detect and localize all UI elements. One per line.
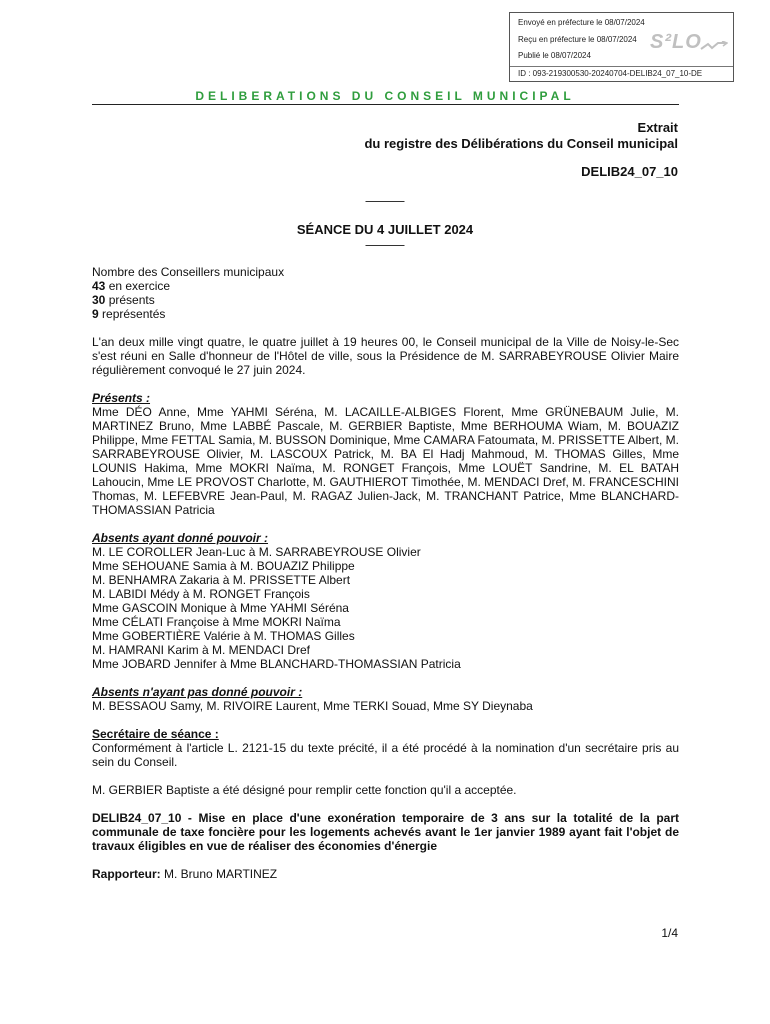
- secretary-section: [92, 727, 679, 769]
- header-rule: [92, 104, 679, 105]
- stamp-published-date: Publié le 08/07/2024: [518, 51, 591, 60]
- count-present-text: présents: [105, 293, 155, 307]
- proxy-item: Mme GASCOIN Monique à Mme YAHMI Séréna: [92, 601, 349, 615]
- proxy-item: M. LABIDI Médy à M. RONGET François: [92, 587, 310, 601]
- presents-section: [92, 391, 679, 517]
- secretary-text: Conformément à l'article L. 2121-15 du texte précité, il a été procédé à la nomination d'un secrétaire pris au sein du Conseil.: [92, 741, 679, 769]
- s2lo-arrow-icon: [700, 41, 728, 51]
- count-in-office: [92, 279, 679, 293]
- proxy-item: M. HAMRANI Karim à M. MENDACI Dref: [92, 643, 311, 657]
- rapporteur-name: M. Bruno MARTINEZ: [160, 867, 278, 881]
- session-rule-top: ———: [365, 193, 405, 208]
- register-label: du registre des Délibérations du Conseil municipal: [364, 136, 678, 151]
- proxies-section: [92, 531, 679, 671]
- absents-heading: Absents n'ayant pas donné pouvoir :: [92, 685, 303, 699]
- proxy-item: M. BENHAMRA Zakaria à M. PRISSETTE Albert: [92, 573, 351, 587]
- absents-section: [92, 685, 679, 713]
- count-present: [92, 293, 679, 307]
- rapporteur: [92, 867, 679, 881]
- council-counts: [92, 265, 679, 321]
- page-number: 1/4: [661, 926, 678, 940]
- count-in-office-text: en exercice: [105, 279, 171, 293]
- proxies-heading: Absents ayant donné pouvoir :: [92, 531, 269, 545]
- absents-list: M. BESSAOU Samy, M. RIVOIRE Laurent, Mme TERKI Souad, Mme SY Dieynaba: [92, 699, 533, 713]
- proxy-item: Mme CÉLATI Françoise à Mme MOKRI Naïma: [92, 615, 341, 629]
- session-rule-bottom: ———: [365, 237, 405, 252]
- proxy-item: Mme SEHOUANE Samia à M. BOUAZIZ Philippe: [92, 559, 355, 573]
- presents-heading: Présents :: [92, 391, 151, 405]
- proxy-item: M. LE COROLLER Jean-Luc à M. SARRABEYROUSE Olivier: [92, 545, 421, 559]
- proxy-item: Mme GOBERTIÈRE Valérie à M. THOMAS Gilles: [92, 629, 355, 643]
- count-represented-text: représentés: [98, 307, 166, 321]
- count-represented: [92, 307, 679, 321]
- presents-list: Mme DÉO Anne, Mme YAHMI Séréna, M. LACAILLE-ALBIGES Florent, Mme GRÜNEBAUM Julie, M. MARTINEZ Bruno, Mme LABBÉ Pascale, M. GERBIER Baptiste, Mme BERHOUMA Wiam, M. BOUAZIZ Philippe, Mme FETTAL Samia, M. BUSSON Dominique, Mme CAMARA Fatoumata, M. PRISSETTE Albert, M. SARRABEYROUSE Olivier, M. LASCOUX Patrick, M. BA El Hadj Mahmoud, M. THOMAS Gilles, Mme LOUNIS Hakima, Mme MOKRI Naïma, M. RONGET François, Mme LOUËT Sandrine, M. EL BATAH Lahoucin, Mme LE PROVOST Charlotte, M. GAUTHIEROT Timothée, M. MENDACI Dref, M. FRANCESCHINI Thomas, M. LEFEBVRE Jean-Paul, M. RAGAZ Julien-Jack, M. TRANCHANT Patrice, Mme BLANCHARD-THOMASSIAN Patricia: [92, 405, 679, 517]
- s2lo-logo: S²LO: [650, 31, 702, 53]
- extract-label: Extrait: [637, 120, 678, 135]
- deliberation-code: DELIB24_07_10: [581, 164, 678, 179]
- count-in-office-number: 43: [92, 279, 106, 293]
- secretary-heading: Secrétaire de séance :: [92, 727, 219, 741]
- proxy-item: Mme JOBARD Jennifer à Mme BLANCHARD-THOMASSIAN Patricia: [92, 657, 461, 671]
- intro-paragraph: L'an deux mille vingt quatre, le quatre juillet à 19 heures 00, le Conseil municipal de la Ville de Noisy-le-Sec s'est réuni en Salle d'honneur de l'Hôtel de ville, sous la Présidence de M. SARRABEYROUSE Olivier Maire régulièrement convoqué le 27 juin 2024.: [92, 335, 679, 377]
- counts-label: Nombre des Conseillers municipaux: [92, 265, 285, 279]
- prefecture-stamp: [509, 12, 734, 82]
- session-title: SÉANCE DU 4 JUILLET 2024: [296, 222, 474, 237]
- rapporteur-label: Rapporteur:: [92, 867, 161, 881]
- stamp-received-date: Reçu en préfecture le 08/07/2024: [518, 35, 637, 44]
- stamp-sent-date: Envoyé en préfecture le 08/07/2024: [518, 18, 645, 27]
- secretary-designation: M. GERBIER Baptiste a été désigné pour remplir cette fonction qu'il a acceptée.: [92, 783, 517, 797]
- stamp-divider: [510, 66, 733, 67]
- stamp-id: ID : 093-219300530-20240704-DELIB24_07_10-DE: [518, 69, 703, 78]
- count-represented-number: 9: [92, 307, 99, 321]
- deliberation-subject: DELIB24_07_10 - Mise en place d'une exonération temporaire de 3 ans sur la totalité de la part communale de taxe foncière pour les logements achevés avant le 1er janvier 1989 ayant fait l'objet de travaux éligibles en vue de réaliser des économies d'énergie: [92, 811, 679, 853]
- document-header-title: DELIBERATIONS DU CONSEIL MUNICIPAL: [195, 89, 575, 103]
- count-present-number: 30: [92, 293, 106, 307]
